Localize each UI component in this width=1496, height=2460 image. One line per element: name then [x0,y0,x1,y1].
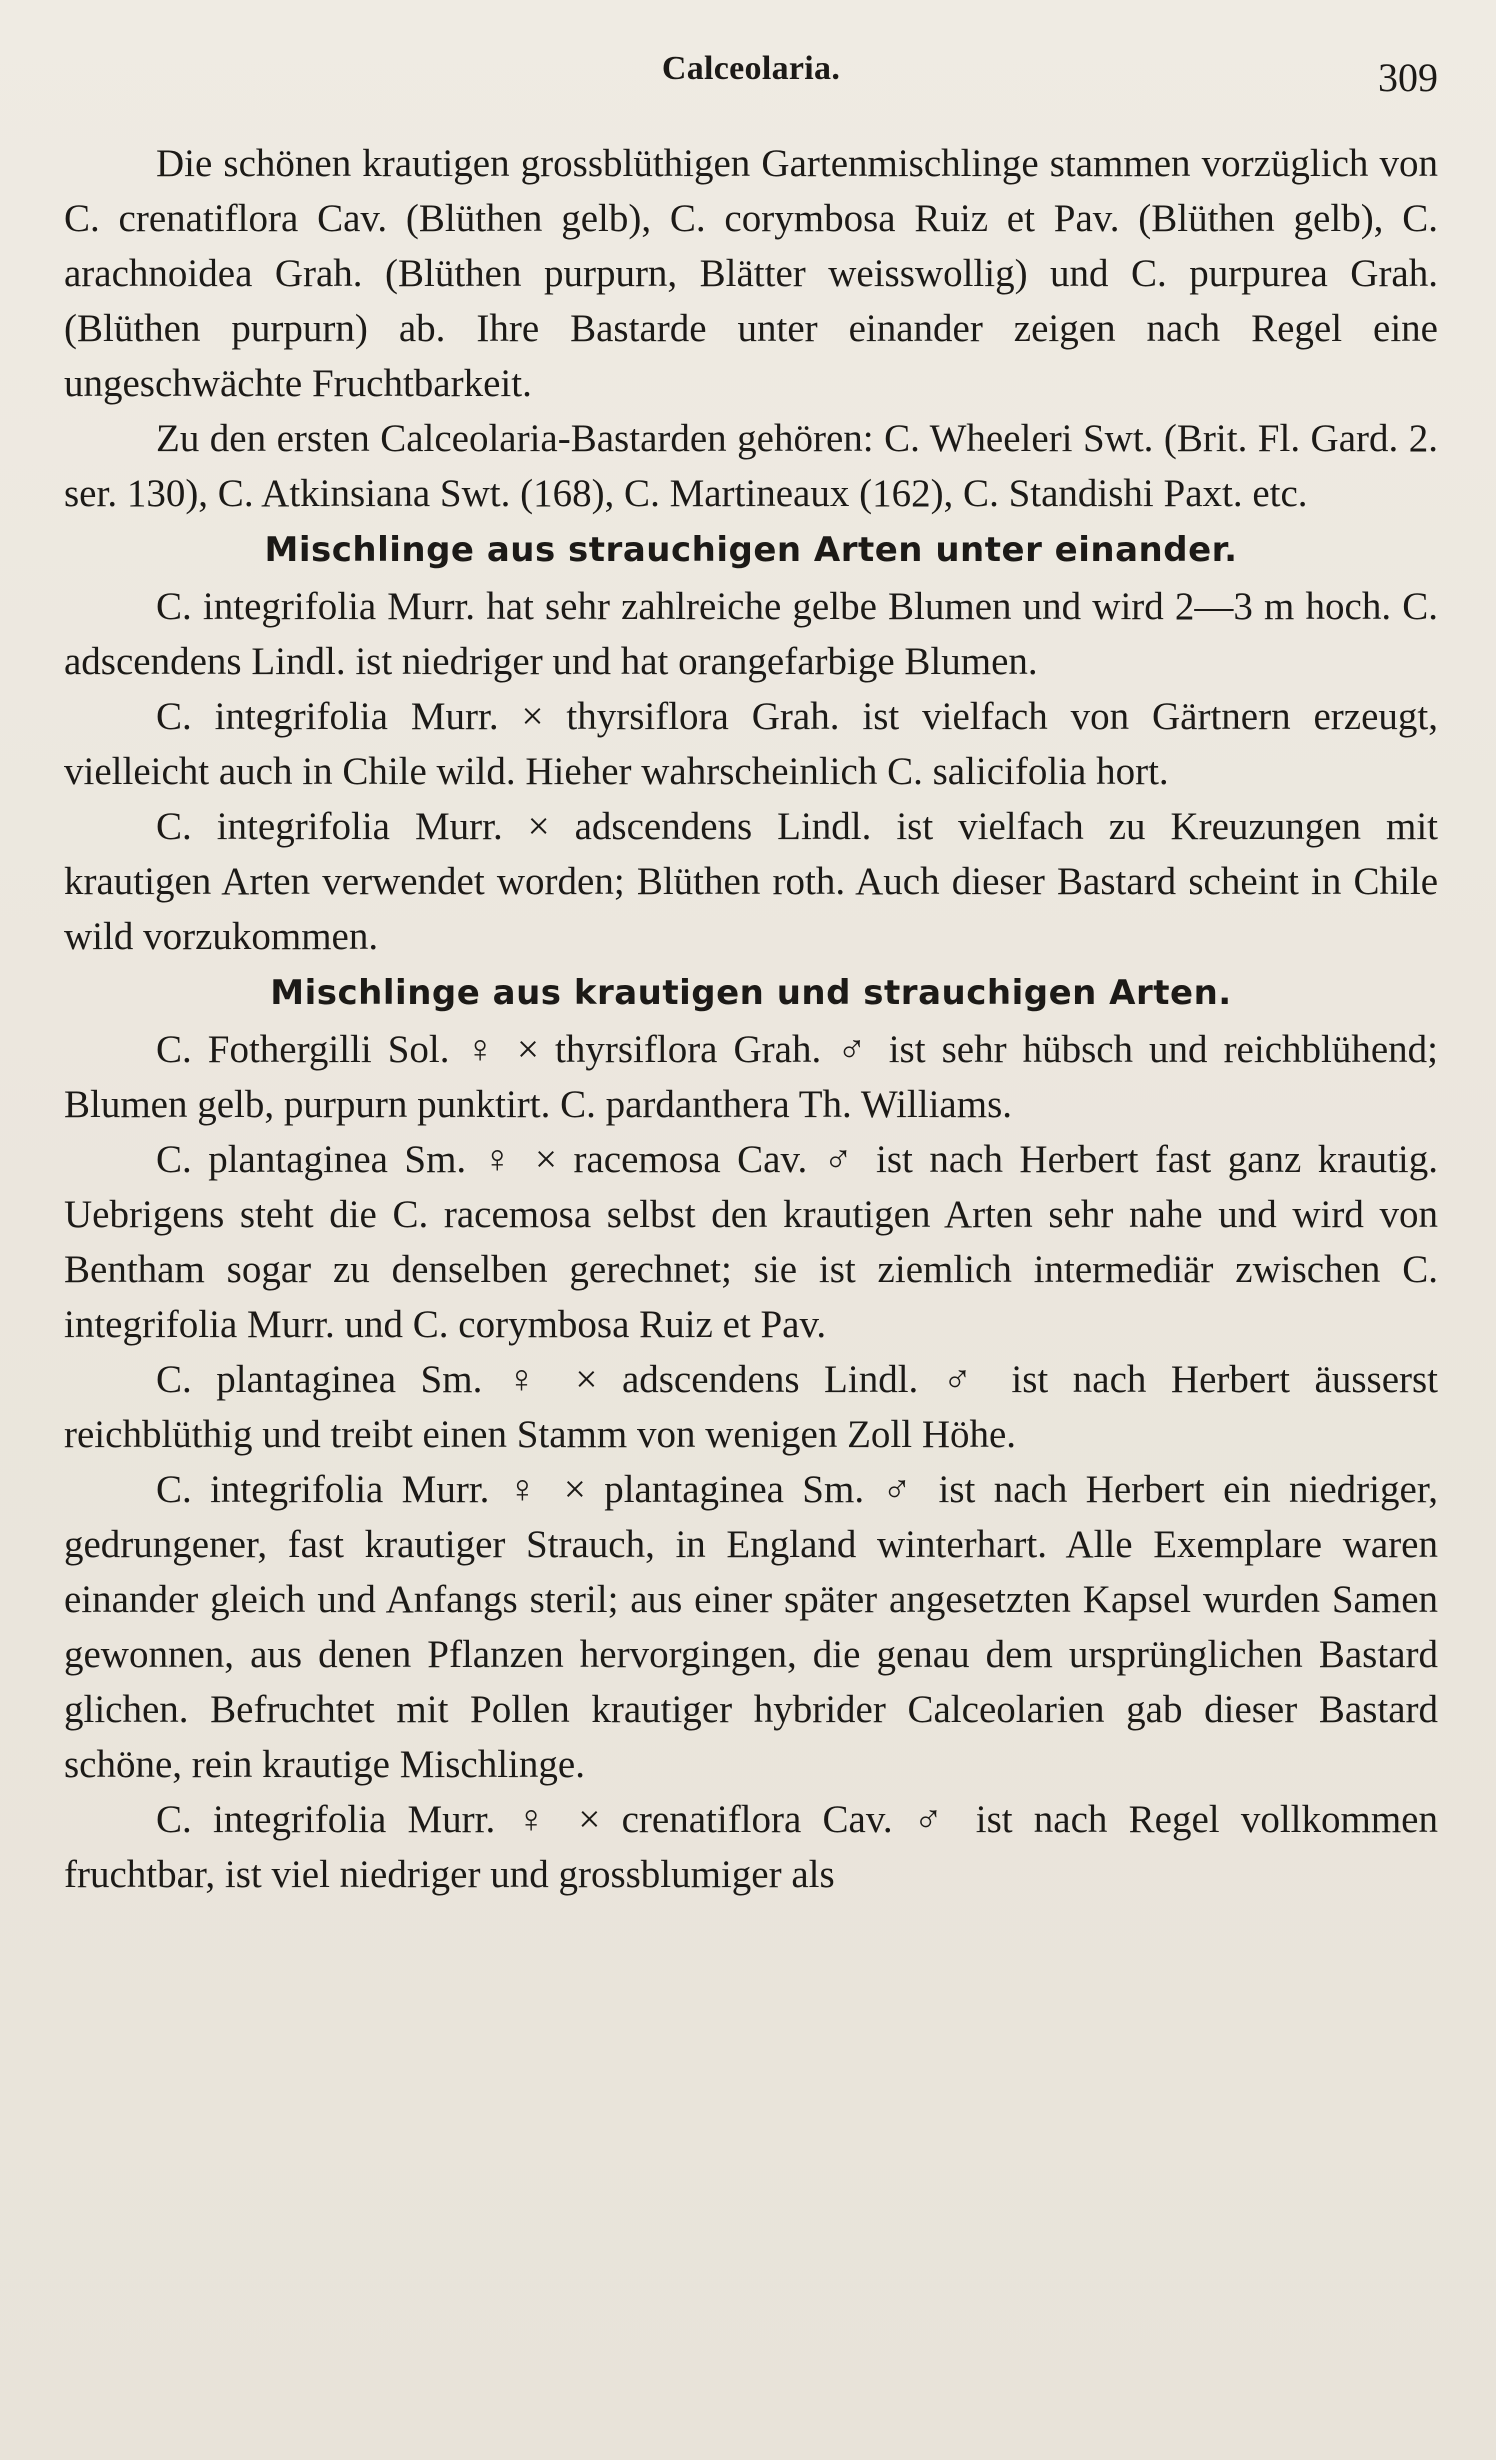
page-header [64,46,1438,106]
paragraph: C. integrifolia Murr. hat sehr zahlreiche gelbe Blumen und wird 2—3 m hoch. C. adscendens Lindl. ist niedriger und hat orangefarbige Blumen. [64,585,1438,683]
paragraph: C. plantaginea Sm. ♀ × racemosa Cav. ♂ ist nach Herbert fast ganz krautig. Uebrigens steht die C. racemosa selbst den krautigen Arten sehr nahe und wird von Bentham sogar zu denselben gerechnet; sie ist ziemlich intermediär zwischen C. integrifolia Murr. und C. corymbosa Ruiz et Pav. [64,1138,1438,1346]
paragraph: C. plantaginea Sm. ♀ × adscendens Lindl. ♂ ist nach Herbert äusserst reichblüthig und treibt einen Stamm von wenigen Zoll Höhe. [64,1358,1438,1456]
page-body [64,136,1438,1902]
paragraph: C. integrifolia Murr. × thyrsiflora Grah. ist vielfach von Gärtnern erzeugt, vielleicht auch in Chile wild. Hieher wahrscheinlich C. salicifolia hort. [64,695,1438,793]
page-number: 309 [1378,55,1438,100]
running-title: Calceolaria. [661,50,841,87]
section-heading: Mischlinge aus krautigen und strauchigen Arten. [270,973,1232,1013]
paragraph: Zu den ersten Calceolaria-Bastarden gehören: C. Wheeleri Swt. (Brit. Fl. Gard. 2. ser. 130), C. Atkinsiana Swt. (168), C. Martineaux (162), C. Standishi Paxt. etc. [64,417,1438,515]
paragraph: C. integrifolia Murr. × adscendens Lindl. ist vielfach zu Kreuzungen mit krautigen Arten verwendet worden; Blüthen roth. Auch dieser Bastard scheint in Chile wild vorzukommen. [64,805,1438,958]
paragraph: C. Fothergilli Sol. ♀ × thyrsiflora Grah. ♂ ist sehr hübsch und reichblühend; Blumen gelb, purpurn punktirt. C. pardanthera Th. Williams. [64,1028,1438,1126]
paragraph: C. integrifolia Murr. ♀ × plantaginea Sm. ♂ ist nach Herbert ein niedriger, gedrungener, fast krautiger Strauch, in England winterhart. Alle Exemplare waren einander gleich und Anfangs steril; aus einer später angesetzten Kapsel wurden Samen gewonnen, aus denen Pflanzen hervorgingen, die genau dem ursprünglichen Bastard glichen. Befruchtet mit Pollen krautiger hybrider Calceolarien gab dieser Bastard schöne, rein krautige Mischlinge. [64,1468,1438,1786]
section-heading: Mischlinge aus strauchigen Arten unter einander. [264,530,1238,570]
paragraph: Die schönen krautigen grossblüthigen Gartenmischlinge stammen vorzüglich von C. crenatiflora Cav. (Blüthen gelb), C. corymbosa Ruiz et Pav. (Blüthen gelb), C. arachnoidea Grah. (Blüthen purpurn, Blätter weisswollig) und C. purpurea Grah. (Blüthen purpurn) ab. Ihre Bastarde unter einander zeigen nach Regel eine ungeschwächte Fruchtbarkeit. [64,142,1438,405]
paragraph: C. integrifolia Murr. ♀ × crenatiflora Cav. ♂ ist nach Regel vollkommen fruchtbar, ist viel niedriger und grossblumiger als [64,1798,1438,1896]
